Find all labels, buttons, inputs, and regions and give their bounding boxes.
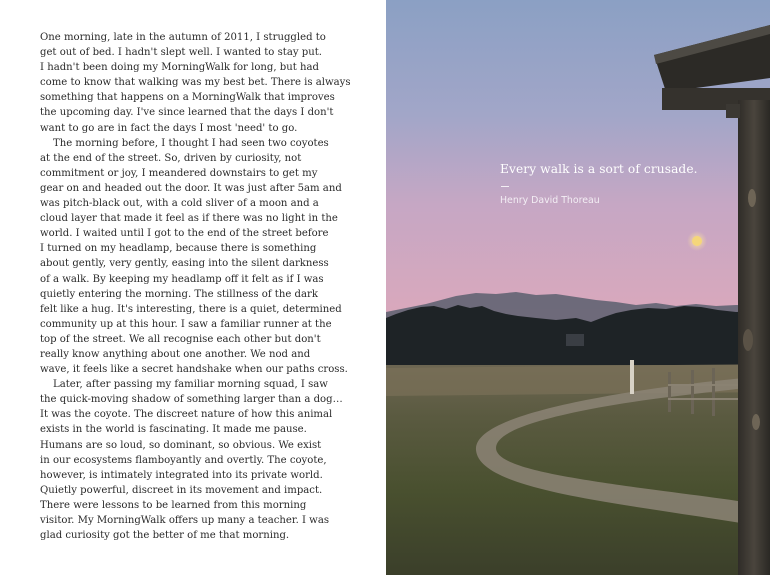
- quote-divider: [501, 186, 509, 187]
- essay-line: Later, after passing my familiar morning squad, I saw: [53, 379, 328, 391]
- essay-line: I turned on my headlamp, because there is something: [40, 243, 317, 255]
- essay-line: get out of bed. I hadn't slept well. I wanted to stay put.: [40, 47, 322, 59]
- fence-rail: [668, 384, 738, 386]
- essay-line: about gently, very gently, easing into the silent darkness: [40, 258, 329, 270]
- essay-line: come to know that walking was my best bet. There is always: [40, 77, 351, 89]
- distant-house: [566, 334, 584, 346]
- essay-line: something that happens on a MorningWalk that improves: [40, 92, 335, 104]
- fence-post: [668, 372, 671, 412]
- fence-post: [712, 368, 715, 416]
- dawn-landscape-photo: [386, 0, 770, 575]
- essay-line: felt like a hug. It's interesting, there is a quiet, determined: [40, 303, 342, 315]
- essay-line: cloud layer that made it feel as if there was no light in the: [40, 213, 338, 225]
- essay-line: however, is intimately integrated into its private world.: [40, 469, 323, 481]
- essay-line: Quietly powerful, discreet in its movement and impact.: [40, 484, 323, 496]
- fence-rail: [668, 398, 738, 400]
- essay-line: I hadn't been doing my MorningWalk for long, but had: [40, 62, 319, 74]
- essay-line: glad curiosity got the better of me that morning.: [40, 530, 290, 542]
- essay-line: community up at this hour. I saw a familiar runner at the: [40, 318, 332, 330]
- essay-line: world. I waited until I got to the end of the street before: [40, 228, 329, 240]
- essay-line: commitment or joy, I meandered downstairs to get my: [40, 167, 318, 179]
- post-knot: [743, 329, 753, 351]
- essay-line: It was the coyote. The discreet nature of how this animal: [40, 409, 333, 421]
- essay-line: at the end of the street. So, driven by curiosity, not: [40, 152, 302, 164]
- essay-line: quietly entering the morning. The stillness of the dark: [40, 288, 318, 300]
- right-page: [386, 0, 770, 575]
- moon: [692, 236, 702, 246]
- essay-line: The morning before, I thought I had seen two coyotes: [53, 137, 329, 149]
- pull-quote: Every walk is a sort of crusade.: [500, 162, 698, 176]
- essay-line: There were lessons to be learned from this morning: [40, 499, 307, 511]
- essay-line: top of the street. We all recognise each other but don't: [40, 333, 321, 345]
- essay-line: Humans are so loud, so dominant, so obvious. We exist: [40, 439, 322, 451]
- essay-line: gear on and headed out the door. It was just after 5am and: [40, 182, 342, 194]
- essay-line: visitor. My MorningWalk offers up many a teacher. I was: [40, 515, 330, 526]
- post-knot: [748, 189, 756, 207]
- essay-line: really know anything about one another. We nod and: [40, 348, 311, 360]
- essay-line: the upcoming day. I've since learned that the days I don't: [40, 107, 334, 119]
- essay-line: in our ecosystems flamboyantly and overtly. The coyote,: [40, 454, 327, 466]
- essay-text: [40, 30, 351, 543]
- essay-line: of a walk. By keeping my headlamp off it felt as if I was: [40, 273, 324, 285]
- post-bracket: [726, 104, 740, 118]
- essay-line: wave, it feels like a secret handshake when our paths cross.: [40, 364, 348, 376]
- quote-attribution: Henry David Thoreau: [500, 195, 600, 206]
- post-knot: [752, 414, 760, 430]
- essay-line: was pitch-black out, with a cold sliver of a moon and a: [40, 198, 319, 210]
- essay-line: want to go are in fact the days I most 'need' to go.: [40, 122, 298, 134]
- fence-post: [691, 370, 694, 414]
- fence-post: [630, 360, 634, 394]
- essay-line: the quick-moving shadow of something larger than a dog…: [40, 394, 343, 406]
- essay-line: One morning, late in the autumn of 2011, I struggled to: [40, 32, 326, 43]
- wooden-post: [738, 100, 770, 575]
- essay-line: exists in the world is fascinating. It made me pause.: [40, 424, 307, 436]
